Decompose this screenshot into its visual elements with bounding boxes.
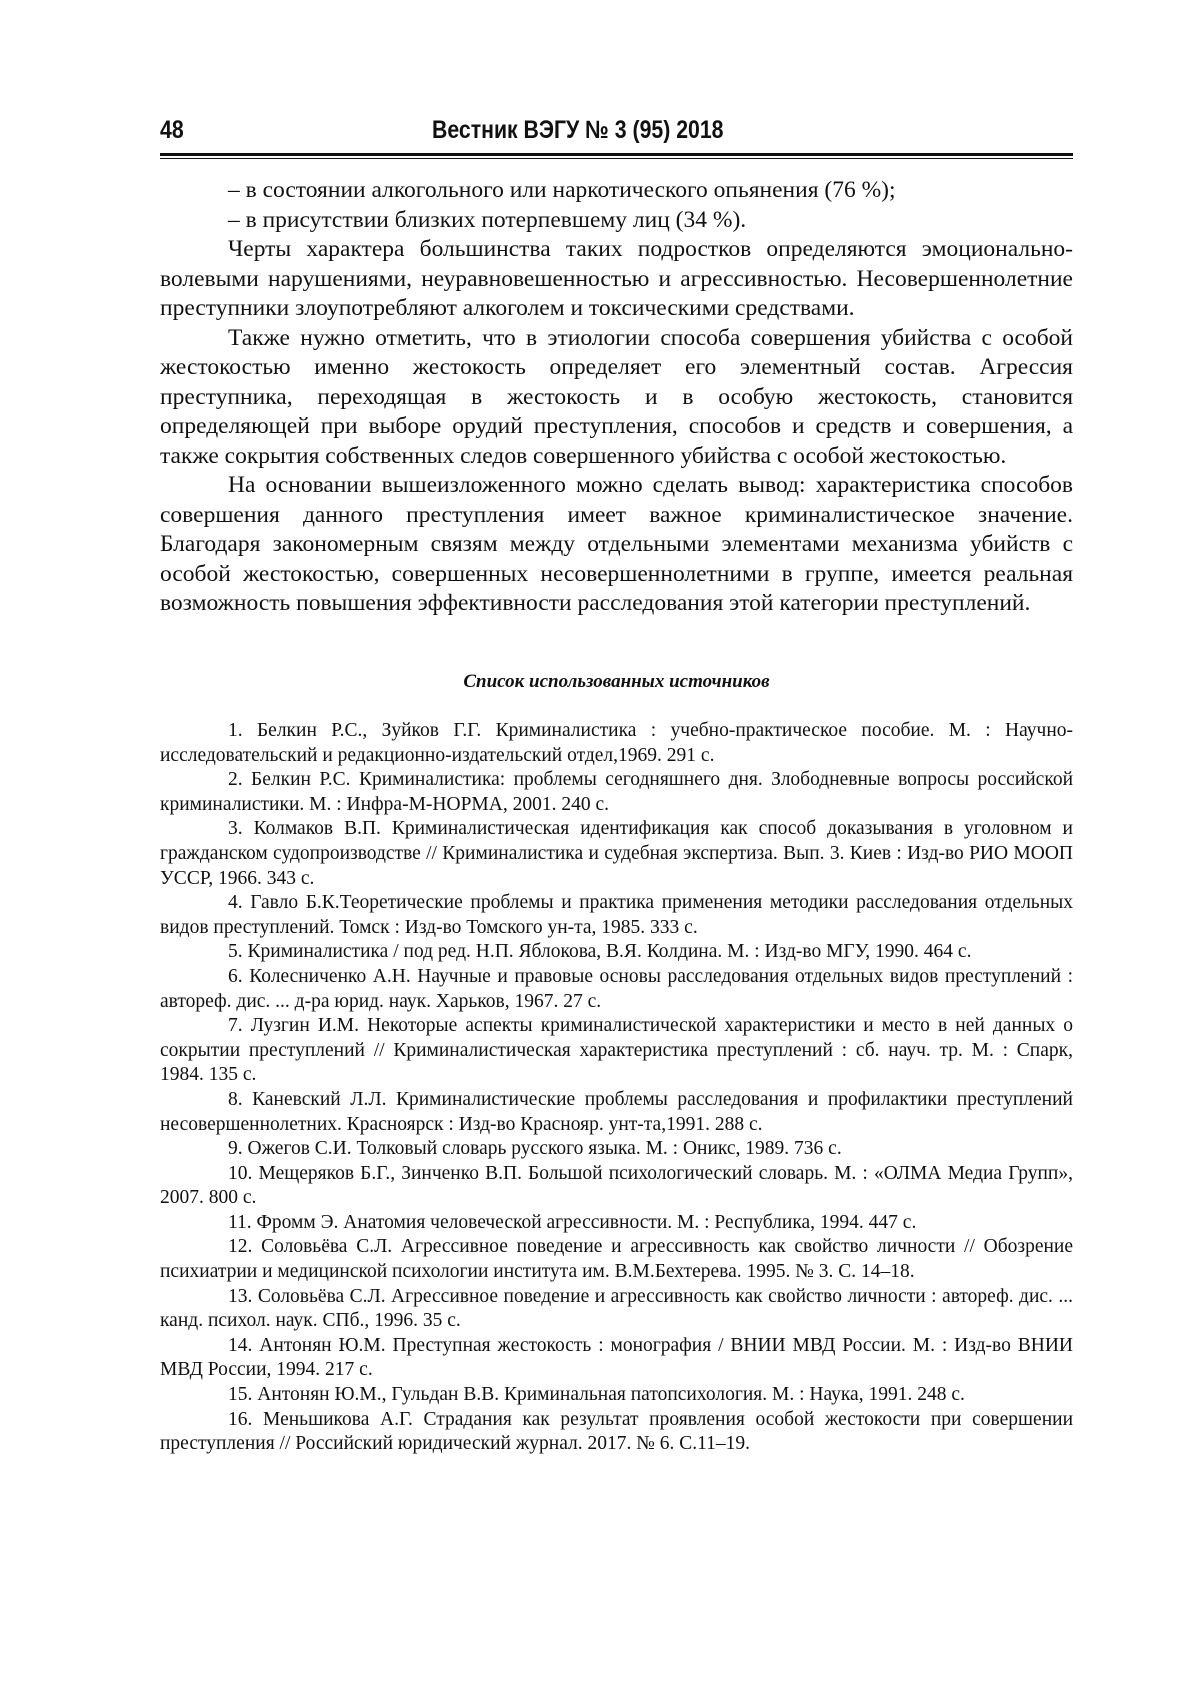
body-paragraph: На основании вышеизложенного можно сделать вывод: характеристика способов совершения данного преступления имеет важное криминалистическое значение. Благодаря закономерным связям между отдельными элементами механизма убийств с особой жестокостью, совершенных несовершеннолетними в группе, имеется реальная возможность повышения эффективности расследования этой категории преступлений. xyxy=(160,472,1073,616)
body-paragraph: – в присутствии близких потерпевшему лиц (34 %). xyxy=(228,206,747,233)
body-paragraph: – в состоянии алкогольного или наркотического опьянения (76 %); xyxy=(228,177,896,203)
reference-item: 9. Ожегов С.И. Толковый словарь русского языка. М. : Оникс, 1989. 736 с. xyxy=(228,1138,842,1160)
reference-item: 6. Колесниченко А.Н. Научные и правовые основы расследования отдельных видов преступлений : автореф. дис. ... д-ра юрид. наук. Харьков, 1967. 27 с. xyxy=(160,965,1073,1012)
reference-item: 12. Соловьёва С.Л. Агрессивное поведение и агрессивность как свойство личности // Обозрение психиатрии и медицинской психологии института им. В.М.Бехтерева. 1995. № 3. С. 14–18. xyxy=(160,1236,1073,1283)
reference-item: 13. Соловьёва С.Л. Агрессивное поведение и агрессивность как свойство личности : автореф. дис. ... канд. психол. наук. СПб., 1996. 35 с. xyxy=(160,1285,1073,1332)
page-header xyxy=(160,112,1073,152)
journal-title: Вестник ВЭГУ № 3 (95) 2018 xyxy=(432,116,724,144)
reference-item: 7. Лузгин И.М. Некоторые аспекты криминалистической характеристики и место в ней данных о сокрытии преступлений // Криминалистическая характеристика преступлений : сб. науч. тр. М. : Спарк, 1984. 135 с. xyxy=(160,1015,1073,1086)
page-number: 48 xyxy=(160,116,184,144)
reference-item: 2. Белкин Р.С. Криминалистика: проблемы сегодняшнего дня. Злободневные вопросы российской криминалистики. М. : Инфра-М-НОРМА, 2001. 240 с. xyxy=(160,769,1073,815)
reference-item: 8. Каневский Л.Л. Криминалистические проблемы расследования и профилактики преступлений несовершеннолетних. Красноярск : Изд-во Краснояр. унт-та,1991. 288 с. xyxy=(160,1088,1073,1135)
reference-item: 16. Меньшикова А.Г. Страдания как результат проявления особой жестокости при совершении преступления // Российский юридический журнал. 2017. № 6. С.11–19. xyxy=(160,1408,1073,1455)
reference-item: 14. Антонян Ю.М. Преступная жестокость : монография / ВНИИ МВД России. М. : Изд-во ВНИИ МВД России, 1994. 217 с. xyxy=(160,1334,1073,1381)
reference-item: 5. Криминалистика / под ред. Н.П. Яблокова, В.Я. Колдина. М. : Изд-во МГУ, 1990. 464 с. xyxy=(228,941,972,963)
reference-item: 1. Белкин Р.С., Зуйков Г.Г. Криминалистика : учебно-практическое пособие. М. : Научно-исследовательский и редакционно-издательский отдел,1969. 291 с. xyxy=(160,720,1073,766)
reference-item: 10. Мещеряков Б.Г., Зинченко В.П. Большой психологический словарь. М. : «ОЛМА Медиа Групп», 2007. 800 с. xyxy=(160,1162,1073,1209)
body-paragraph: Черты характера большинства таких подростков определяются эмоционально-волевыми нарушениями, неуравновешенностью и агрессивностью. Несовершеннолетние преступники злоупотребляют алкоголем и токсическими средствами. xyxy=(160,236,1073,321)
reference-item: 15. Антонян Ю.М., Гульдан В.В. Криминальная патопсихология. М. : Наука, 1991. 248 с. xyxy=(228,1384,965,1406)
reference-item: 3. Колмаков В.П. Криминалистическая идентификация как способ доказывания в уголовном и гражданском судопроизводстве // Криминалистика и судебная экспертиза. Вып. 3. Киев : Изд-во РИО МООП УССР, 1966. 343 с. xyxy=(160,818,1073,889)
reference-item: 11. Фромм Э. Анатомия человеческой агрессивности. М. : Республика, 1994. 447 с. xyxy=(228,1211,917,1233)
header-rule-thin xyxy=(160,158,1073,159)
references-list xyxy=(160,719,1073,1457)
body-paragraph: Также нужно отметить, что в этиологии способа совершения убийства с особой жестокостью именно жестокость определяет его элементный состав. Агрессия преступника, переходящая в жестокость и в особую жестокость, становится определяющей при выборе орудий преступления, способов и средств и совершения, а также сокрытия собственных следов совершенного убийства с особой жестокостью. xyxy=(160,324,1073,469)
references-heading: Список использованных источников xyxy=(463,671,770,692)
reference-item: 4. Гавло Б.К.Теоретические проблемы и практика применения методики расследования отдельных видов преступлений. Томск : Изд-во Томского ун-та, 1985. 333 с. xyxy=(160,892,1073,938)
article-body xyxy=(160,176,1073,619)
header-rule-thick xyxy=(160,153,1073,156)
